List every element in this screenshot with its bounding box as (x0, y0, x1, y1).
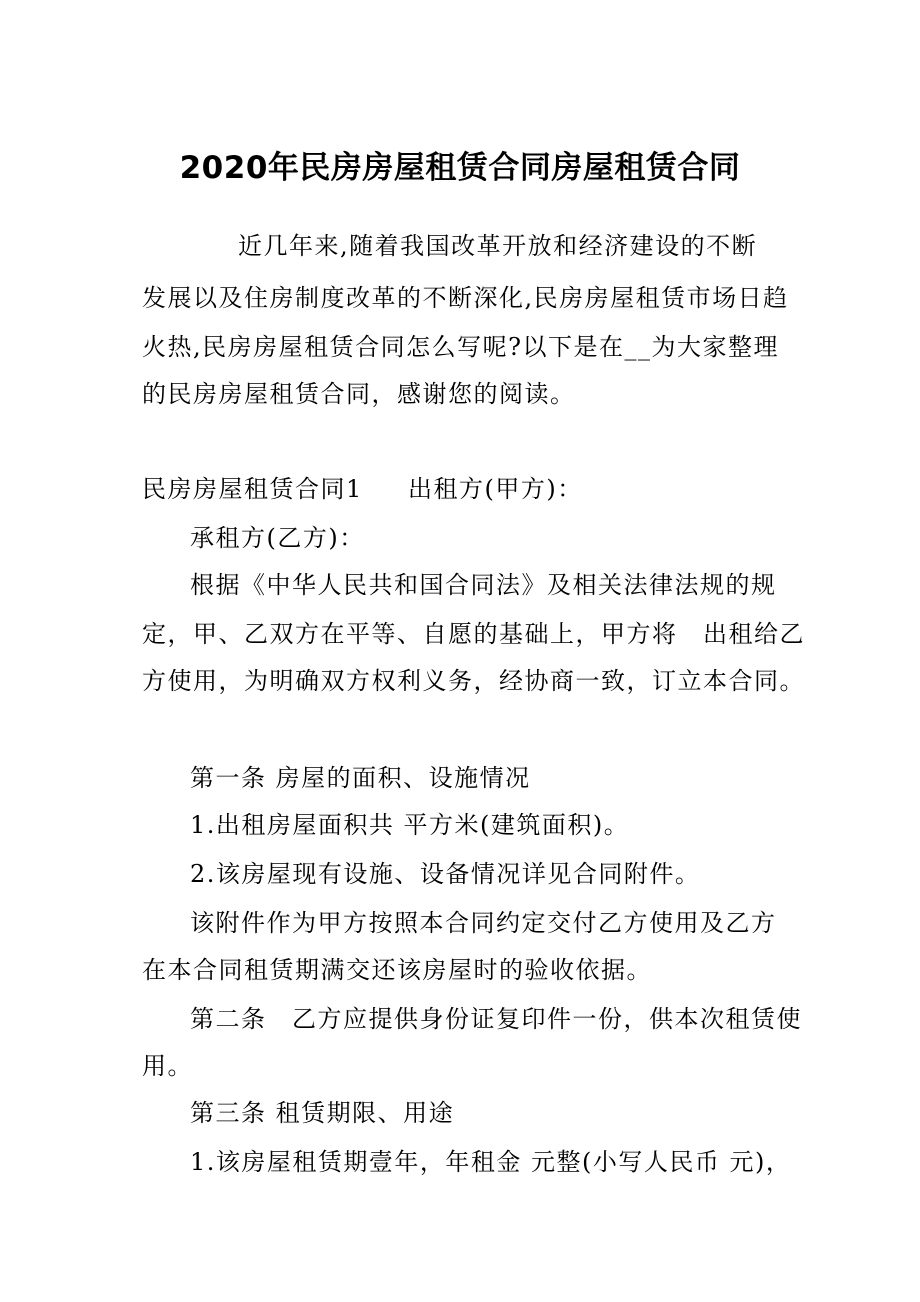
article-1-note-line-2: 在本合同租赁期满交还该房屋时的验收依据。 (142, 956, 652, 984)
party-a-label: 出租方(甲方)： (408, 475, 583, 503)
article-3-item-1: 1.该房屋租赁期壹年，年租金 元整(小写人民币 元)， (190, 1148, 792, 1176)
article-1-note-line-1: 该附件作为甲方按照本合同约定交付乙方使用及乙方 (190, 909, 777, 937)
article-1-item-2: 2.该房屋现有设施、设备情况详见合同附件。 (190, 860, 701, 888)
preamble-line-2: 定，甲、乙双方在平等、自愿的基础上，甲方将 出租给乙 (142, 620, 805, 648)
document-title: 2020年民房房屋租赁合同房屋租赁合同 (179, 150, 741, 186)
intro-line-1: 近几年来,随着我国改革开放和经济建设的不断 (238, 232, 758, 260)
article-1-heading: 第一条 房屋的面积、设施情况 (190, 764, 531, 792)
preamble-line-1: 根据《中华人民共和国合同法》及相关法律法规的规 (190, 571, 777, 599)
intro-line-3: 火热,民房房屋租赁合同怎么写呢?以下是在__为大家整理 (142, 333, 779, 361)
party-b-label: 承租方(乙方)： (190, 524, 365, 552)
contract-heading: 民房房屋租赁合同1 (142, 475, 363, 503)
intro-line-2: 发展以及住房制度改革的不断深化,民房房屋租赁市场日趋 (142, 284, 789, 312)
article-2-line-2: 用。 (142, 1052, 193, 1080)
article-3-heading: 第三条 租赁期限、用途 (190, 1099, 455, 1127)
intro-line-4: 的民房房屋租赁合同，感谢您的阅读。 (142, 380, 576, 408)
article-1-item-1: 1.出租房屋面积共 平方米(建筑面积)。 (190, 811, 630, 839)
article-2-line-1: 第二条 乙方应提供身份证复印件一份，供本次租赁使 (190, 1005, 802, 1033)
preamble-line-3: 方使用，为明确双方权利义务，经协商一致，订立本合同。 (142, 667, 805, 695)
